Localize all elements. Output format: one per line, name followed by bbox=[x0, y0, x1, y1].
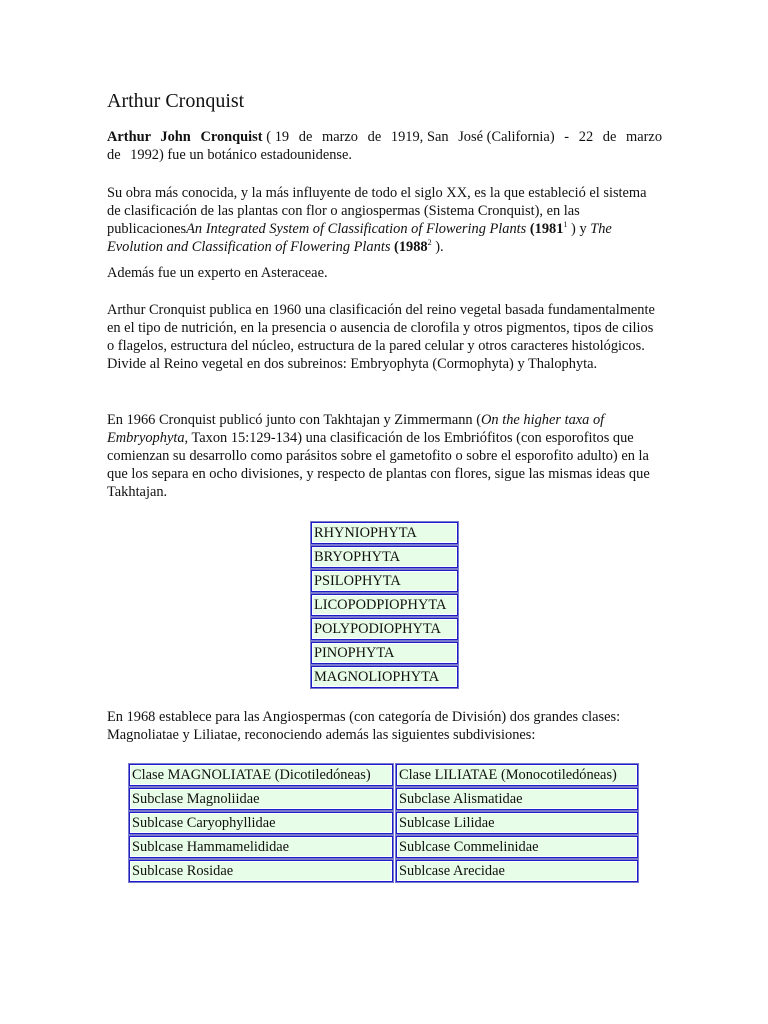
death-date-link[interactable]: 22 de marzo de 1992 bbox=[107, 129, 663, 163]
publication-title: On the higher taxa of Embryophyta bbox=[107, 412, 605, 446]
class-cell-left: Sublcase Caryophyllidae bbox=[129, 812, 393, 834]
division-cell: LICOPODPIOPHYTA bbox=[311, 594, 458, 616]
expert-paragraph: Además fue un experto en Asteraceae. bbox=[107, 265, 328, 281]
class-cell-left: Sublcase Rosidae bbox=[129, 860, 393, 882]
class-cell-right: Clase LILIATAE (Monocotiledóneas) bbox=[396, 764, 638, 786]
state-link[interactable]: California bbox=[491, 129, 550, 145]
division-cell: POLYPODIOPHYTA bbox=[311, 618, 458, 640]
class-cell-right: Sublcase Lilidae bbox=[396, 812, 638, 834]
class-cell-right: Subclase Alismatidae bbox=[396, 788, 638, 810]
class-cell-right: Sublcase Arecidae bbox=[396, 860, 638, 882]
class-cell-right: Sublcase Commelinidae bbox=[396, 836, 638, 858]
book-title-1: An Integrated System of Classification of Flowering Plants bbox=[186, 221, 527, 237]
classification-1966-paragraph: En 1966 Cronquist publicó junto con Takhtajan y Zimmermann (On the higher taxa of Embryophyta, Taxon 15:129-134) una clasificación de los Embriófitos (con esporofitos que comienzan su desarrollo como parásitos sobre el gametofito o sobre el esporofito adulto) en la que los separa en ocho divisiones, y respecto de plantas con flores, sigue las mismas ideas que Takhtajan. bbox=[107, 412, 650, 500]
class-cell-left: Subclase Magnoliidae bbox=[129, 788, 393, 810]
person-name: Arthur John Cronquist bbox=[107, 129, 263, 145]
division-cell: PSILOPHYTA bbox=[311, 570, 458, 592]
classification-1968-paragraph: En 1968 establece para las Angiospermas (con categoría de División) dos grandes clases: Magnoliatae y Liliatae, reconociendo además las siguientes subdivisiones: bbox=[107, 709, 621, 743]
book-title-2: The Evolution and Classification of Flowering Plants bbox=[107, 221, 612, 255]
division-cell: BRYOPHYTA bbox=[311, 546, 458, 568]
class-cell-left: Clase MAGNOLIATAE (Dicotiledóneas) bbox=[129, 764, 393, 786]
division-cell: RHYNIOPHYTA bbox=[311, 522, 458, 544]
division-cell: MAGNOLIOPHYTA bbox=[311, 666, 458, 688]
intro-paragraph: Arthur John Cronquist ( 19 de marzo de 1919, San José (California) - 22 de marzo de 1992) fue un botánico estadounidense. bbox=[107, 129, 663, 163]
birth-date-link[interactable]: 19 de marzo de 1919 bbox=[274, 129, 420, 145]
classification-1960-paragraph: Arthur Cronquist publica en 1960 una clasificación del reino vegetal basada fundamentalmente en el tipo de nutrición, en la presencia o ausencia de clorofila y otros pigmentos, tipos de cilios o flagelos, estructura del núcleo, estructura de la pared celular y otros caracteres histológicos. Divide al Reino vegetal en dos subreinos: Embryophyta (Cormophyta) y Thalophyta. bbox=[107, 302, 655, 372]
page-title: Arthur Cronquist bbox=[107, 90, 245, 112]
division-cell: PINOPHYTA bbox=[311, 642, 458, 664]
birthplace-link[interactable]: San José bbox=[426, 129, 483, 145]
work-paragraph: Su obra más conocida, y la más influyente de todo el siglo XX, es la que estableció el sistema de clasificación de las plantas con flor o angiospermas (Sistema Cronquist), en las publicacionesAn Integrated System of Classification of Flowering Plants (1981$^1$ ) y The Evolution and Classification of Flowering Plants (1988$^2$ ). bbox=[107, 185, 647, 255]
class-cell-left: Sublcase Hammamelididae bbox=[129, 836, 393, 858]
